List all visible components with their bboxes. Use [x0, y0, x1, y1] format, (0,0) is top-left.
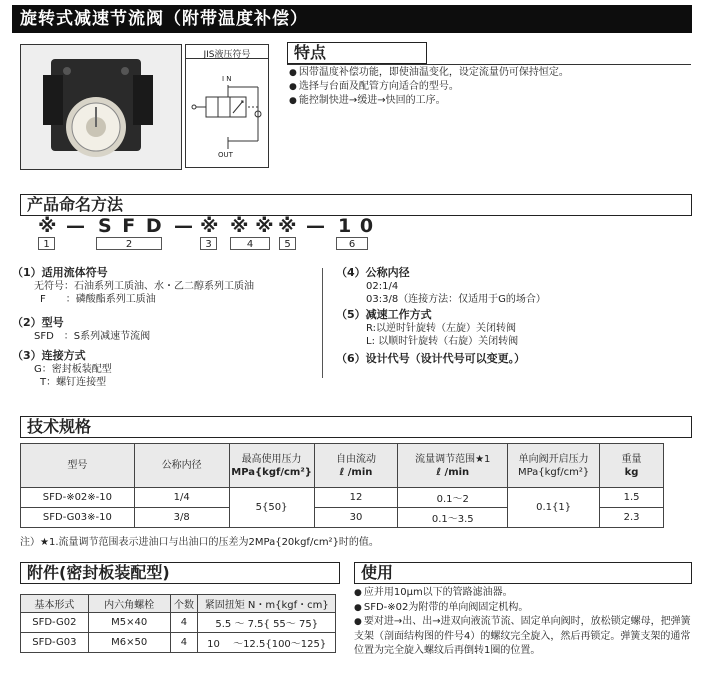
- col-model: 型号: [21, 444, 135, 488]
- acc-cell: SFD-G03: [21, 633, 89, 653]
- acc-cell: 4: [170, 613, 198, 633]
- code-dash: —: [66, 215, 85, 237]
- naming-heading: 产品命名方法: [20, 194, 692, 216]
- specs-table: [20, 443, 664, 528]
- cell-size: 1/4: [134, 488, 229, 508]
- port-in-label: I N: [222, 75, 232, 83]
- naming-item-heading: （2）型号: [12, 316, 64, 329]
- table-row: [21, 613, 336, 633]
- acc-cell: SFD-G02: [21, 613, 89, 633]
- features-list: [289, 66, 689, 108]
- usage-item: ● 要对进→出、出→进双向液流节流、固定单向阀时，放松锁定螺母，把弹簧支架（剖面结构图的件号4）的螺纹完全旋入，然后再锁定。弹簧支架的通常位置为完全旋入螺纹后再倒转1圈的位置。: [354, 615, 692, 659]
- cell-model: SFD-※02※-10: [21, 488, 135, 508]
- usage-heading: 使用: [354, 562, 692, 584]
- col-flow-label: 自由流动: [335, 453, 376, 465]
- col-range-unit: ℓ /min: [436, 466, 470, 478]
- col-weight-label: 重量: [621, 453, 642, 465]
- code-number-box: 2: [96, 237, 162, 250]
- code-number-box: 6: [336, 237, 368, 250]
- naming-item-line: SFD ：S系列减速节流阀: [34, 331, 151, 342]
- product-photo: [20, 44, 182, 170]
- code-number-box: 4: [230, 237, 270, 250]
- page-title: 旋转式减速节流阀（附带温度补偿）: [12, 5, 692, 33]
- table-row: [21, 633, 336, 653]
- usage-item: ● 应并用10μm以下的管路滤油器。: [354, 586, 692, 601]
- acc-col-type: 基本形式: [21, 595, 89, 613]
- code-part-3: ※: [200, 215, 219, 237]
- acc-col-bolt: 内六角螺栓: [88, 595, 170, 613]
- code-part-1: ※: [38, 215, 57, 237]
- feature-item: ● 选择与台面及配管方向适合的型号。: [289, 80, 689, 94]
- naming-item-line: 无符号：石油系列工质油、水・乙二醇系列工质油: [34, 281, 254, 292]
- code-part-4: ※ ※: [230, 215, 274, 237]
- naming-right-column: [336, 266, 676, 366]
- cell-flow: 12: [314, 488, 398, 508]
- naming-left-column: [12, 266, 322, 389]
- col-check-label: 单向阀开启压力: [518, 453, 589, 465]
- naming-item-heading: （1）适用流体符号: [12, 266, 108, 279]
- acc-col-qty: 个数: [170, 595, 198, 613]
- acc-cell: M6×50: [88, 633, 170, 653]
- cell-check: 0.1{1}: [508, 488, 600, 528]
- accessories-table: [20, 594, 336, 653]
- naming-item-line: F ：磷酸酯系列工质油: [40, 294, 156, 305]
- cell-range: 0.1～3.5: [398, 508, 508, 528]
- cell-weight: 1.5: [600, 488, 664, 508]
- usage-list: [354, 586, 692, 659]
- naming-item-heading: （3）连接方式: [12, 349, 86, 362]
- usage-item: ● SFD-※02为附带的单向阀固定机构。: [354, 601, 692, 616]
- feature-item: ● 因带温度补偿功能，即使油温变化，设定流量仍可保持恒定。: [289, 66, 689, 80]
- naming-item-heading: （5）减速工作方式: [336, 308, 432, 321]
- features-heading: 特点: [287, 42, 427, 64]
- naming-item-line: L: 以顺时针旋转（右旋）关闭转阀: [366, 336, 519, 347]
- col-flow: [314, 444, 398, 488]
- product-image: [21, 45, 181, 169]
- naming-item-line: R:以逆时针旋转（左旋）关闭转阀: [366, 323, 517, 334]
- col-weight-unit: kg: [624, 466, 639, 478]
- code-part-6: 1 0: [338, 215, 375, 237]
- table-row: [21, 488, 664, 508]
- cell-size: 3/8: [134, 508, 229, 528]
- col-range: [398, 444, 508, 488]
- code-dash: —: [174, 215, 193, 237]
- cell-model: SFD-G03※-10: [21, 508, 135, 528]
- specs-note: 注）★1.流量调节范围表示进油口与出油口的压差为2MPa{20kgf/cm²}时的值。: [20, 537, 379, 548]
- acc-col-torque: 紧固扭矩 N・m{kgf・cm}: [198, 595, 336, 613]
- col-pressure: [229, 444, 314, 488]
- naming-item-heading: （6）设计代号（设计代号可以变更。）: [336, 352, 526, 365]
- port-out-label: OUT: [218, 151, 233, 159]
- model-code: [38, 215, 398, 237]
- feature-item: ● 能控制快进→缓进→快回的工序。: [289, 94, 689, 108]
- jis-symbol-title: JIS液压符号: [186, 45, 268, 59]
- naming-item-line: 03:3/8（连接方法：仅适用于G的场合）: [366, 294, 546, 305]
- code-part-5: ※: [278, 215, 297, 237]
- acc-cell: 10 ～12.5{100～125}: [198, 633, 336, 653]
- cell-pressure: 5{50}: [229, 488, 314, 528]
- code-part-2: S F D: [98, 215, 164, 237]
- hydraulic-symbol-icon: [186, 59, 270, 167]
- features-divider: [287, 64, 691, 65]
- col-pressure-label: 最高使用压力: [241, 453, 302, 465]
- naming-item-line: T：螺钉连接型: [40, 377, 107, 388]
- col-flow-unit: ℓ /min: [339, 466, 373, 478]
- naming-divider: [322, 268, 323, 378]
- acc-cell: 4: [170, 633, 198, 653]
- code-number-box: 5: [279, 237, 296, 250]
- naming-item-line: G：密封板装配型: [34, 364, 112, 375]
- naming-item-heading: （4）公称内径: [336, 266, 410, 279]
- accessories-header-row: [21, 595, 336, 613]
- col-weight: [600, 444, 664, 488]
- specs-header-row: [21, 444, 664, 488]
- cell-weight: 2.3: [600, 508, 664, 528]
- accessories-heading: 附件(密封板装配型): [20, 562, 340, 584]
- cell-range: 0.1～2: [398, 488, 508, 508]
- code-number-box: 3: [200, 237, 217, 250]
- cell-flow: 30: [314, 508, 398, 528]
- col-size: 公称内径: [134, 444, 229, 488]
- code-number-box: 1: [38, 237, 55, 250]
- specs-heading: 技术规格: [20, 416, 692, 438]
- naming-item-line: 02:1/4: [366, 281, 399, 292]
- col-check: [508, 444, 600, 488]
- col-pressure-unit: MPa{kgf/cm²}: [231, 466, 312, 478]
- code-dash: —: [306, 215, 325, 237]
- acc-cell: 5.5 ～ 7.5{ 55～ 75}: [198, 613, 336, 633]
- col-range-label: 流量调节范围★1: [415, 453, 491, 465]
- jis-symbol-box: [185, 44, 269, 168]
- acc-cell: M5×40: [88, 613, 170, 633]
- col-check-unit: MPa{kgf/cm²}: [517, 466, 590, 478]
